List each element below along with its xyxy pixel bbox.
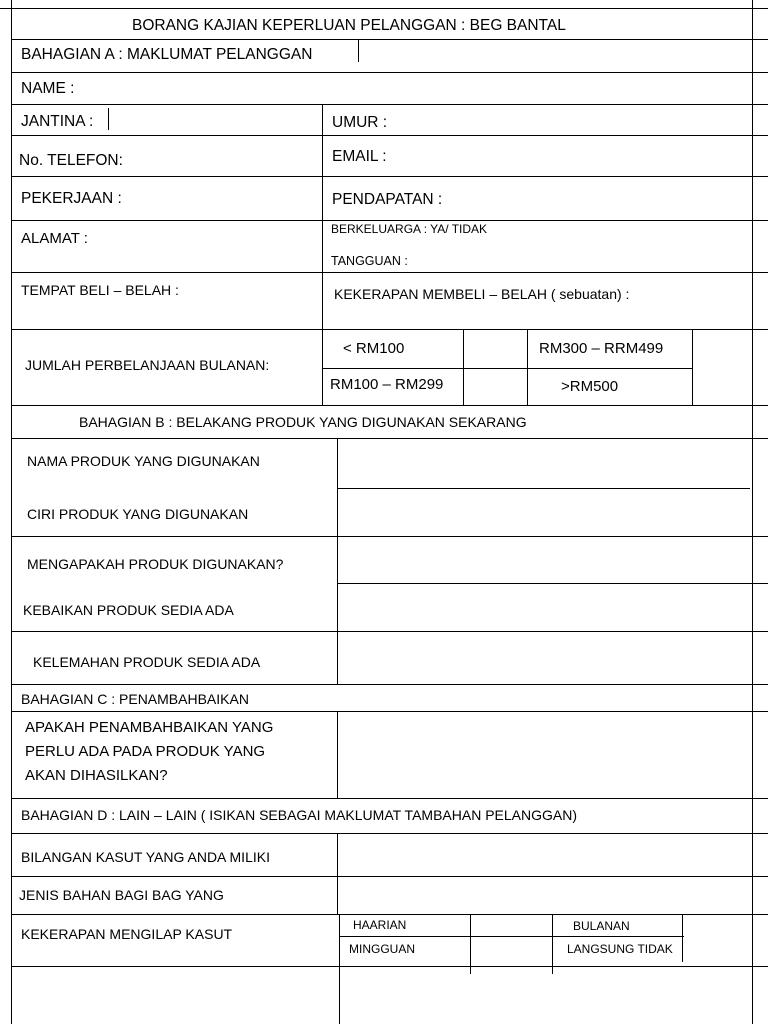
- jenis-bahan-label: JENIS BAHAN BAGI BAG YANG: [19, 887, 224, 903]
- section-c-heading: BAHAGIAN C : PENAMBAHBAIKAN: [21, 691, 249, 707]
- tempat-beli-label: TEMPAT BELI – BELAH :: [21, 282, 179, 298]
- email-label: EMAIL :: [332, 148, 387, 165]
- section-b-row-label: CIRI PRODUK YANG DIGUNAKAN: [27, 506, 249, 522]
- rule: [11, 405, 768, 406]
- divider: [470, 914, 471, 974]
- spending-option[interactable]: >RM500: [561, 378, 619, 395]
- divider: [339, 914, 340, 1024]
- form-title: BORANG KAJIAN KEPERLUAN PELANGGAN : BEG BANTAL: [132, 17, 566, 34]
- divider: [527, 329, 528, 405]
- pendapatan-label: PENDAPATAN :: [332, 191, 443, 208]
- rule: [11, 684, 768, 685]
- spending-option[interactable]: RM300 – RRM499: [539, 340, 664, 357]
- rule: [11, 711, 768, 712]
- telefon-label: No. TELEFON:: [19, 152, 123, 169]
- jumlah-perbelanjaan-label: JUMLAH PERBELANJAAN BULANAN:: [25, 357, 270, 373]
- berkeluarga-label: BERKELUARGA : YA/ TIDAK: [331, 222, 488, 236]
- rule: [339, 936, 684, 937]
- divider: [108, 108, 109, 130]
- section-b-row-label: MENGAPAKAH PRODUK DIGUNAKAN?: [27, 556, 284, 572]
- divider: [337, 711, 338, 798]
- divider: [358, 40, 359, 62]
- rule: [11, 272, 768, 273]
- rule: [11, 72, 768, 73]
- rule: [11, 220, 768, 221]
- border-right: [752, 0, 753, 1024]
- divider: [552, 914, 553, 974]
- section-b-row-label: KEBAIKAN PRODUK SEDIA ADA: [23, 602, 234, 618]
- rule: [11, 104, 768, 105]
- section-d-heading: BAHAGIAN D : LAIN – LAIN ( ISIKAN SEBAGAI MAKLUMAT TAMBAHAN PELANGGAN): [21, 807, 577, 823]
- rule: [11, 631, 768, 632]
- rule: [11, 876, 768, 877]
- frequency-option[interactable]: HAARIAN: [353, 918, 407, 932]
- rule: [11, 798, 768, 799]
- kekerapan-mengilap-label: KEKERAPAN MENGILAP KASUT: [21, 926, 233, 942]
- rule: [11, 176, 768, 177]
- pekerjaan-label: PEKERJAAN :: [21, 190, 122, 207]
- umur-label: UMUR :: [332, 114, 388, 131]
- rule: [11, 966, 768, 967]
- rule: [11, 833, 768, 834]
- divider: [337, 833, 338, 914]
- frequency-option[interactable]: BULANAN: [573, 919, 630, 933]
- tangguan-label: TANGGUAN :: [331, 254, 408, 268]
- divider: [337, 438, 338, 684]
- jantina-label: JANTINA :: [21, 113, 94, 130]
- border-left: [11, 0, 12, 1024]
- divider: [682, 914, 683, 962]
- divider: [463, 329, 464, 405]
- rule: [322, 368, 692, 369]
- rule: [337, 583, 768, 584]
- rule: [11, 135, 768, 136]
- spending-option[interactable]: < RM100: [343, 340, 405, 357]
- frequency-option[interactable]: LANGSUNG TIDAK: [567, 942, 673, 956]
- spending-option[interactable]: RM100 – RM299: [330, 376, 444, 393]
- name-label: NAME :: [21, 80, 75, 97]
- section-b-heading: BAHAGIAN B : BELAKANG PRODUK YANG DIGUNAKAN SEKARANG: [79, 414, 527, 430]
- section-a-heading: BAHAGIAN A : MAKLUMAT PELANGGAN: [21, 46, 313, 63]
- divider: [692, 329, 693, 405]
- rule: [11, 536, 768, 537]
- section-b-row-label: NAMA PRODUK YANG DIGUNAKAN: [27, 453, 260, 469]
- divider: [322, 104, 323, 405]
- bilangan-label: BILANGAN KASUT YANG ANDA MILIKI: [21, 849, 270, 865]
- rule: [11, 329, 768, 330]
- section-c-question-line: APAKAH PENAMBAHBAIKAN YANG: [25, 719, 274, 736]
- rule: [0, 8, 768, 9]
- section-c-question-line: AKAN DIHASILKAN?: [25, 767, 168, 784]
- rule: [11, 438, 768, 439]
- alamat-label: ALAMAT :: [21, 230, 88, 247]
- rule: [337, 488, 750, 489]
- section-b-row-label: KELEMAHAN PRODUK SEDIA ADA: [33, 654, 261, 670]
- rule: [11, 914, 768, 915]
- kekerapan-membeli-label: KEKERAPAN MEMBELI – BELAH ( sebuatan) :: [334, 286, 630, 302]
- section-c-question-line: PERLU ADA PADA PRODUK YANG: [25, 743, 266, 760]
- frequency-option[interactable]: MINGGUAN: [349, 942, 415, 956]
- rule: [11, 39, 768, 40]
